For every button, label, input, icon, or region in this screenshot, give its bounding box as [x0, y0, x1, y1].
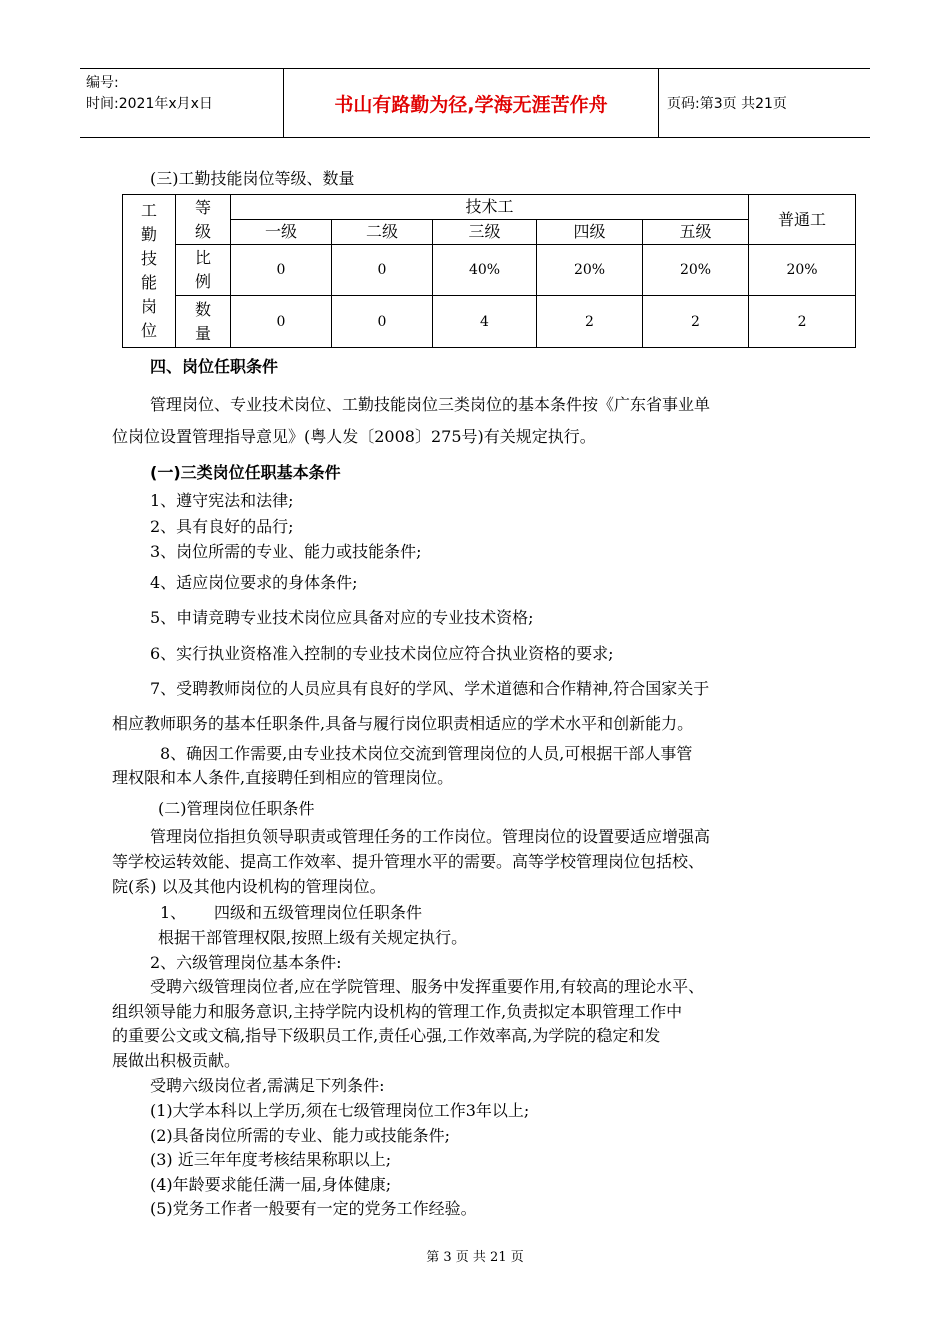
list-item: 6、实行执业资格准入控制的专业技术岗位应符合执业资格的要求;	[150, 644, 614, 663]
ratio-cell: 40%	[433, 245, 537, 296]
paragraph-line: 根据干部管理权限,按照上级有关规定执行。	[158, 928, 468, 947]
page-header	[80, 68, 870, 138]
table-row-header: 工勤技能岗位	[123, 195, 176, 348]
paragraph-line: 等学校运转效能、提高工作效率、提升管理水平的需要。高等学校管理岗位包括校、	[112, 852, 705, 871]
level-cell: 四级	[537, 220, 643, 245]
page-footer: 第 3 页 共 21 页	[426, 1250, 524, 1265]
level-cell: 五级	[643, 220, 749, 245]
requirement-item: (1)大学本科以上学历,须在七级管理岗位工作3年以上;	[150, 1101, 530, 1120]
list-item: 2、具有良好的品行;	[150, 517, 294, 536]
count-cell: 2	[749, 296, 856, 348]
paragraph-line: 受聘六级岗位者,需满足下列条件:	[150, 1076, 385, 1095]
count-cell: 0	[231, 296, 332, 348]
requirement-item: (3) 近三年年度考核结果称职以上;	[150, 1150, 392, 1169]
list-item: 7、受聘教师岗位的人员应具有良好的学风、学术道德和合作精神,符合国家关于	[150, 679, 710, 698]
intro-line: 管理岗位、专业技术岗位、工勤技能岗位三类岗位的基本条件按《广东省事业单	[150, 395, 711, 414]
requirement-item: (2)具备岗位所需的专业、能力或技能条件;	[150, 1126, 451, 1145]
list-item: 4、适应岗位要求的身体条件;	[150, 573, 358, 592]
paragraph-line: 的重要公文或文稿,指导下级职员工作,责任心强,工作效率高,为学院的稳定和发	[112, 1026, 661, 1045]
ratio-cell: 20%	[643, 245, 749, 296]
paragraph-line: 管理岗位指担负领导职责或管理任务的工作岗位。管理岗位的设置要适应增强高	[150, 827, 711, 846]
requirement-item: (4)年龄要求能任满一届,身体健康;	[150, 1175, 392, 1194]
count-cell: 0	[332, 296, 433, 348]
tech-worker-header: 技术工	[231, 195, 749, 220]
list-item: 8、确因工作需要,由专业技术岗位交流到管理岗位的人员,可根据干部人事管	[160, 744, 693, 763]
ratio-label: 比例	[176, 245, 231, 296]
doc-id-label: 编号:	[86, 75, 119, 91]
paragraph-line: 组织领导能力和服务意识,主持学院内设机构的管理工作,负责拟定本职管理工作中	[112, 1002, 683, 1021]
ratio-cell: 0	[231, 245, 332, 296]
subsection-2-title: (二)管理岗位任职条件	[158, 799, 315, 818]
count-cell: 4	[433, 296, 537, 348]
ratio-cell: 20%	[749, 245, 856, 296]
header-meta	[80, 69, 284, 137]
ratio-cell: 0	[332, 245, 433, 296]
ratio-cell: 20%	[537, 245, 643, 296]
level-cell: 三级	[433, 220, 537, 245]
intro-line: 位岗位设置管理指导意见》(粤人发〔2008〕275号)有关规定执行。	[112, 427, 596, 446]
count-label: 数量	[176, 296, 231, 348]
section-3-title: (三)工勤技能岗位等级、数量	[150, 169, 355, 188]
header-page-label: 页码:第3页 共21页	[667, 96, 787, 112]
list-item: 5、申请竞聘专业技术岗位应具备对应的专业技术资格;	[150, 608, 534, 627]
section-4-title: 四、岗位任职条件	[150, 357, 279, 376]
skill-post-table	[122, 194, 856, 348]
grade-label: 等级	[176, 195, 231, 245]
list-item: 理权限和本人条件,直接聘任到相应的管理岗位。	[112, 768, 454, 787]
point-1-number: 1、	[160, 903, 187, 922]
subsection-1-title: (一)三类岗位任职基本条件	[150, 463, 341, 482]
paragraph-line: 受聘六级管理岗位者,应在学院管理、服务中发挥重要作用,有较高的理论水平、	[150, 977, 705, 996]
list-item: 相应教师职务的基本任职条件,具备与履行岗位职责相适应的学术水平和创新能力。	[112, 714, 694, 733]
list-item: 3、岗位所需的专业、能力或技能条件;	[150, 542, 422, 561]
list-item: 1、遵守宪法和法律;	[150, 491, 294, 510]
count-cell: 2	[537, 296, 643, 348]
level-cell: 二级	[332, 220, 433, 245]
doc-time-label: 时间:2021年x月x日	[86, 96, 213, 112]
requirement-item: (5)党务工作者一般要有一定的党务工作经验。	[150, 1199, 477, 1218]
count-cell: 2	[643, 296, 749, 348]
paragraph-line: 院(系) 以及其他内设机构的管理岗位。	[112, 877, 386, 896]
paragraph-line: 展做出积极贡献。	[112, 1051, 241, 1070]
level-cell: 一级	[231, 220, 332, 245]
header-motto: 书山有路勤为径,学海无涯苦作舟	[284, 69, 659, 137]
general-worker-header: 普通工	[749, 195, 856, 245]
point-1-title: 四级和五级管理岗位任职条件	[214, 903, 423, 922]
point-2-title: 2、六级管理岗位基本条件:	[150, 953, 342, 972]
